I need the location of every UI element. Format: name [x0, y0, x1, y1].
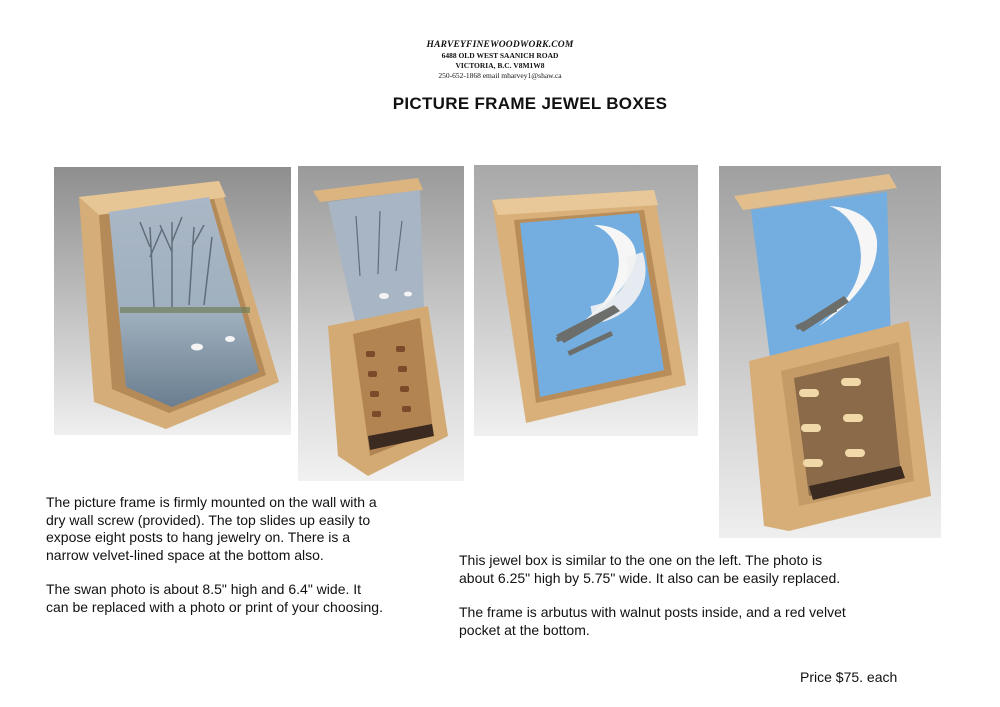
left-description-2: The swan photo is about 8.5" high and 6.4" wide. It can be replaced with a photo or print of your choosing.	[46, 581, 383, 615]
left-description-1: The picture frame is firmly mounted on the wall with a dry wall screw (provided). The top slides up easily to expose eight posts to hang jewelry on. There is a narrow velvet-lined space at the bottom also.	[46, 494, 377, 563]
right-description-2: The frame is arbutus with walnut posts inside, and a red velvet pocket at the bottom.	[459, 604, 846, 638]
city-address: VICTORIA, B.C. V8M1W8	[455, 61, 545, 70]
contact-line: 250-652-1868 email mharvey1@shaw.ca	[438, 71, 562, 80]
swan-frame-closed-photo	[54, 167, 291, 435]
page-title: PICTURE FRAME JEWEL BOXES	[392, 94, 668, 113]
swan-frame-open-photo	[298, 166, 464, 481]
airplane-frame-open-photo	[719, 166, 941, 538]
street-address: 6488 OLD WEST SAANICH ROAD	[441, 51, 559, 60]
price-label: Price $75. each	[800, 669, 898, 685]
airplane-frame-closed-photo	[474, 165, 698, 436]
site-name: HARVEYFINEWOODWORK.COM	[426, 40, 574, 50]
right-description-1: This jewel box is similar to the one on the left. The photo is about 6.25" high by 5.75" wide. It also can be easily replaced.	[459, 552, 841, 586]
